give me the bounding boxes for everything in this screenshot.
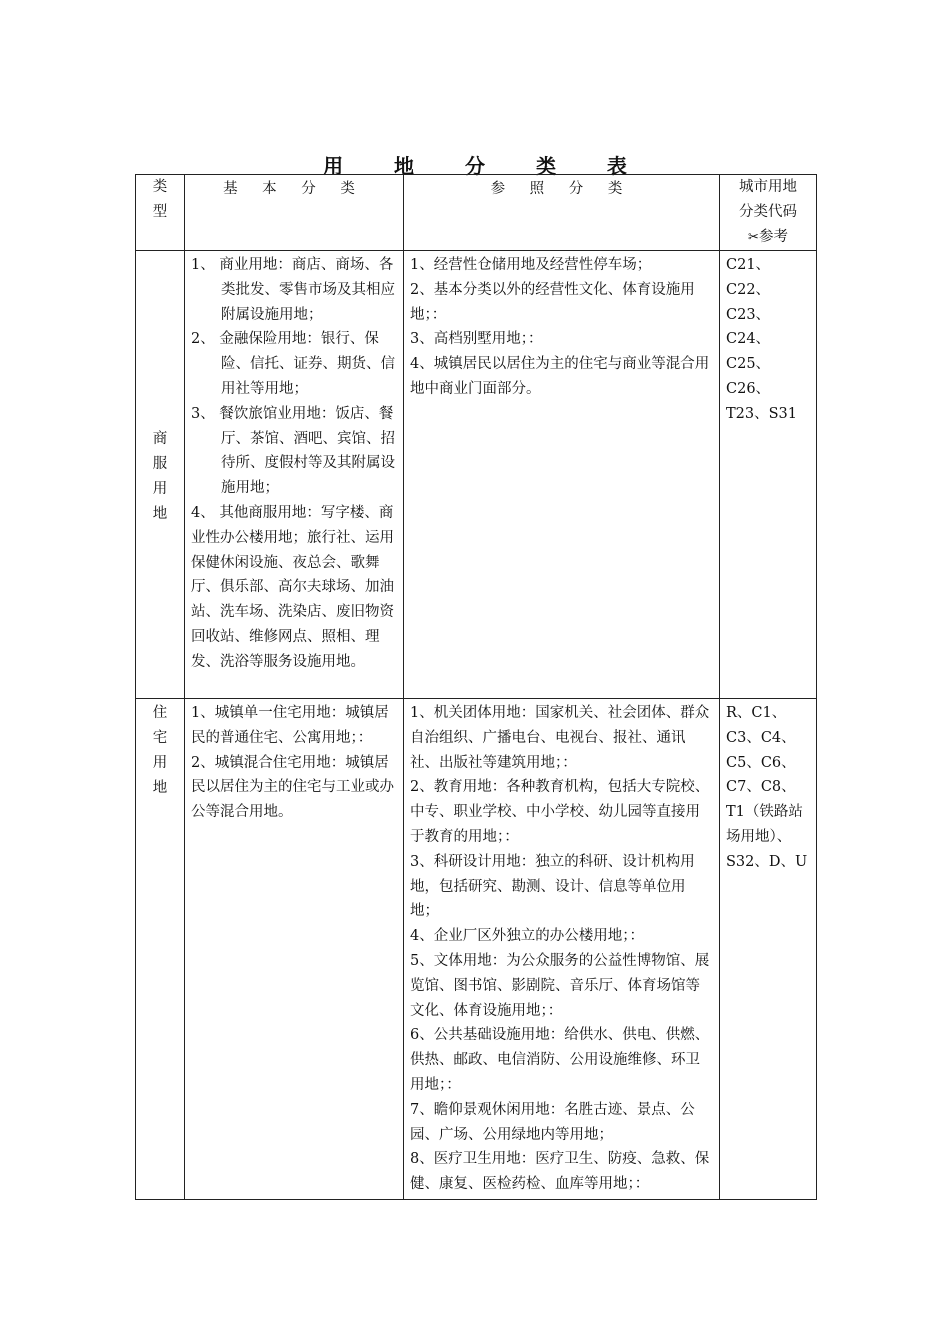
list-item: 4、 其他商服用地：写字楼、商 业性办公楼用地；旅行社、运用保健休闲设施、夜总会、歌舞厅、俱乐部、高尔夫球场、加油站、洗车场、洗染店、废旧物资回收站、维修网点、照相、理发、洗浴等服务设施用地。 [191, 504, 408, 670]
list-item: 2、基本分类以外的经营性文化、体育设施用地；： [410, 281, 695, 323]
list-item: 7、瞻仰景观休闲用地：名胜古迹、景点、公园、广场、公用绿地内等用地； [410, 1101, 695, 1143]
list-item: 1、 商业用地：商店、商场、各类批发、零售市场及其相应附属设施用地； [191, 257, 395, 323]
header-type [136, 175, 185, 251]
header-code [720, 175, 817, 251]
list-item: 8、医疗卫生用地：医疗卫生、防疫、急救、保健、康复、医检药检、血库等用地；： [410, 1151, 710, 1193]
list-item: 3、高档别墅用地；： [410, 331, 543, 348]
header-code-line3-text: 参考 [758, 229, 788, 245]
row-type-cell [136, 251, 185, 699]
row-reference-cell [404, 251, 720, 699]
header-code-line1: 城市用地 [739, 179, 797, 195]
table-header-row [136, 175, 817, 251]
list-item: 6、公共基础设施用地：给供水、供电、供燃、供热、邮政、电信消防、公用设施维修、环卫用地；： [410, 1027, 710, 1093]
row-code-cell [720, 251, 817, 699]
header-type-label: 类型 [152, 179, 168, 220]
scissors-icon: ✂ [748, 230, 759, 245]
row-type-label: 住宅用地 [152, 705, 168, 796]
list-item: 1、城镇单一住宅用地：城镇居民的普通住宅、公寓用地；： [191, 705, 389, 746]
row-codes: R、C1、C3、C4、C5、C6、C7、C8、T1（铁路站场用地）、S32、D、U [726, 705, 808, 870]
list-item: 4、城镇居民以居住为主的住宅与商业等混合用地中商业门面部分。 [410, 356, 710, 397]
header-reference-label: 参 照 分 类 [490, 181, 633, 197]
list-item: 2、教育用地：各种教育机构，包括大专院校、中专、职业学校、中小学校、幼儿园等直接用于教育的用地；： [410, 779, 710, 845]
page-title: 用 地 分 类 表 [323, 154, 649, 178]
row-basic-cell [185, 251, 408, 699]
header-reference [404, 175, 720, 251]
header-code-line2: 分类代码 [739, 204, 797, 220]
header-basic [185, 175, 404, 251]
list-item: 1、经营性仓储用地及经营性停车场； [410, 257, 652, 273]
table-row [136, 699, 817, 1200]
list-item: 2、 金融保险用地：银行、保险、信托、证券、期货、信用社等用地； [191, 331, 395, 397]
header-basic-label: 基 本 分 类 [223, 181, 365, 197]
row-basic-cell [185, 699, 404, 1200]
row-codes: C21、C22、C23、C24、C25、C26、T23、S31 [726, 257, 798, 422]
list-item: 3、 餐饮旅馆业用地：饭店、餐厅、茶馆、酒吧、宾馆、招待所、度假村等及其附属设施用地； [191, 405, 395, 497]
list-item: 3、科研设计用地：独立的科研、设计机构用地，包括研究、勘测、设计、信息等单位用地； [410, 853, 695, 920]
list-item: 2、城镇混合住宅用地：城镇居民以居住为主的住宅与工业或办公等混合用地。 [191, 754, 394, 821]
land-use-table [135, 174, 817, 1200]
row-code-cell [720, 699, 817, 1200]
list-item: 4、企业厂区外独立的办公楼用地；： [410, 928, 644, 945]
row-type-label: 商服用地 [152, 431, 168, 522]
list-item: 5、文体用地：为公众服务的公益性博物馆、展览馆、图书馆、影剧院、音乐厅、体育场馆等文化、体育设施用地；： [410, 952, 710, 1019]
header-code-line3 [722, 225, 814, 250]
row-type-cell [136, 699, 185, 1200]
row-reference-cell [404, 699, 720, 1200]
list-item: 1、机关团体用地：国家机关、社会团体、群众自治组织、广播电台、电视台、报社、通讯社、出版社等建筑用地；： [410, 705, 710, 771]
table-row [136, 251, 817, 699]
